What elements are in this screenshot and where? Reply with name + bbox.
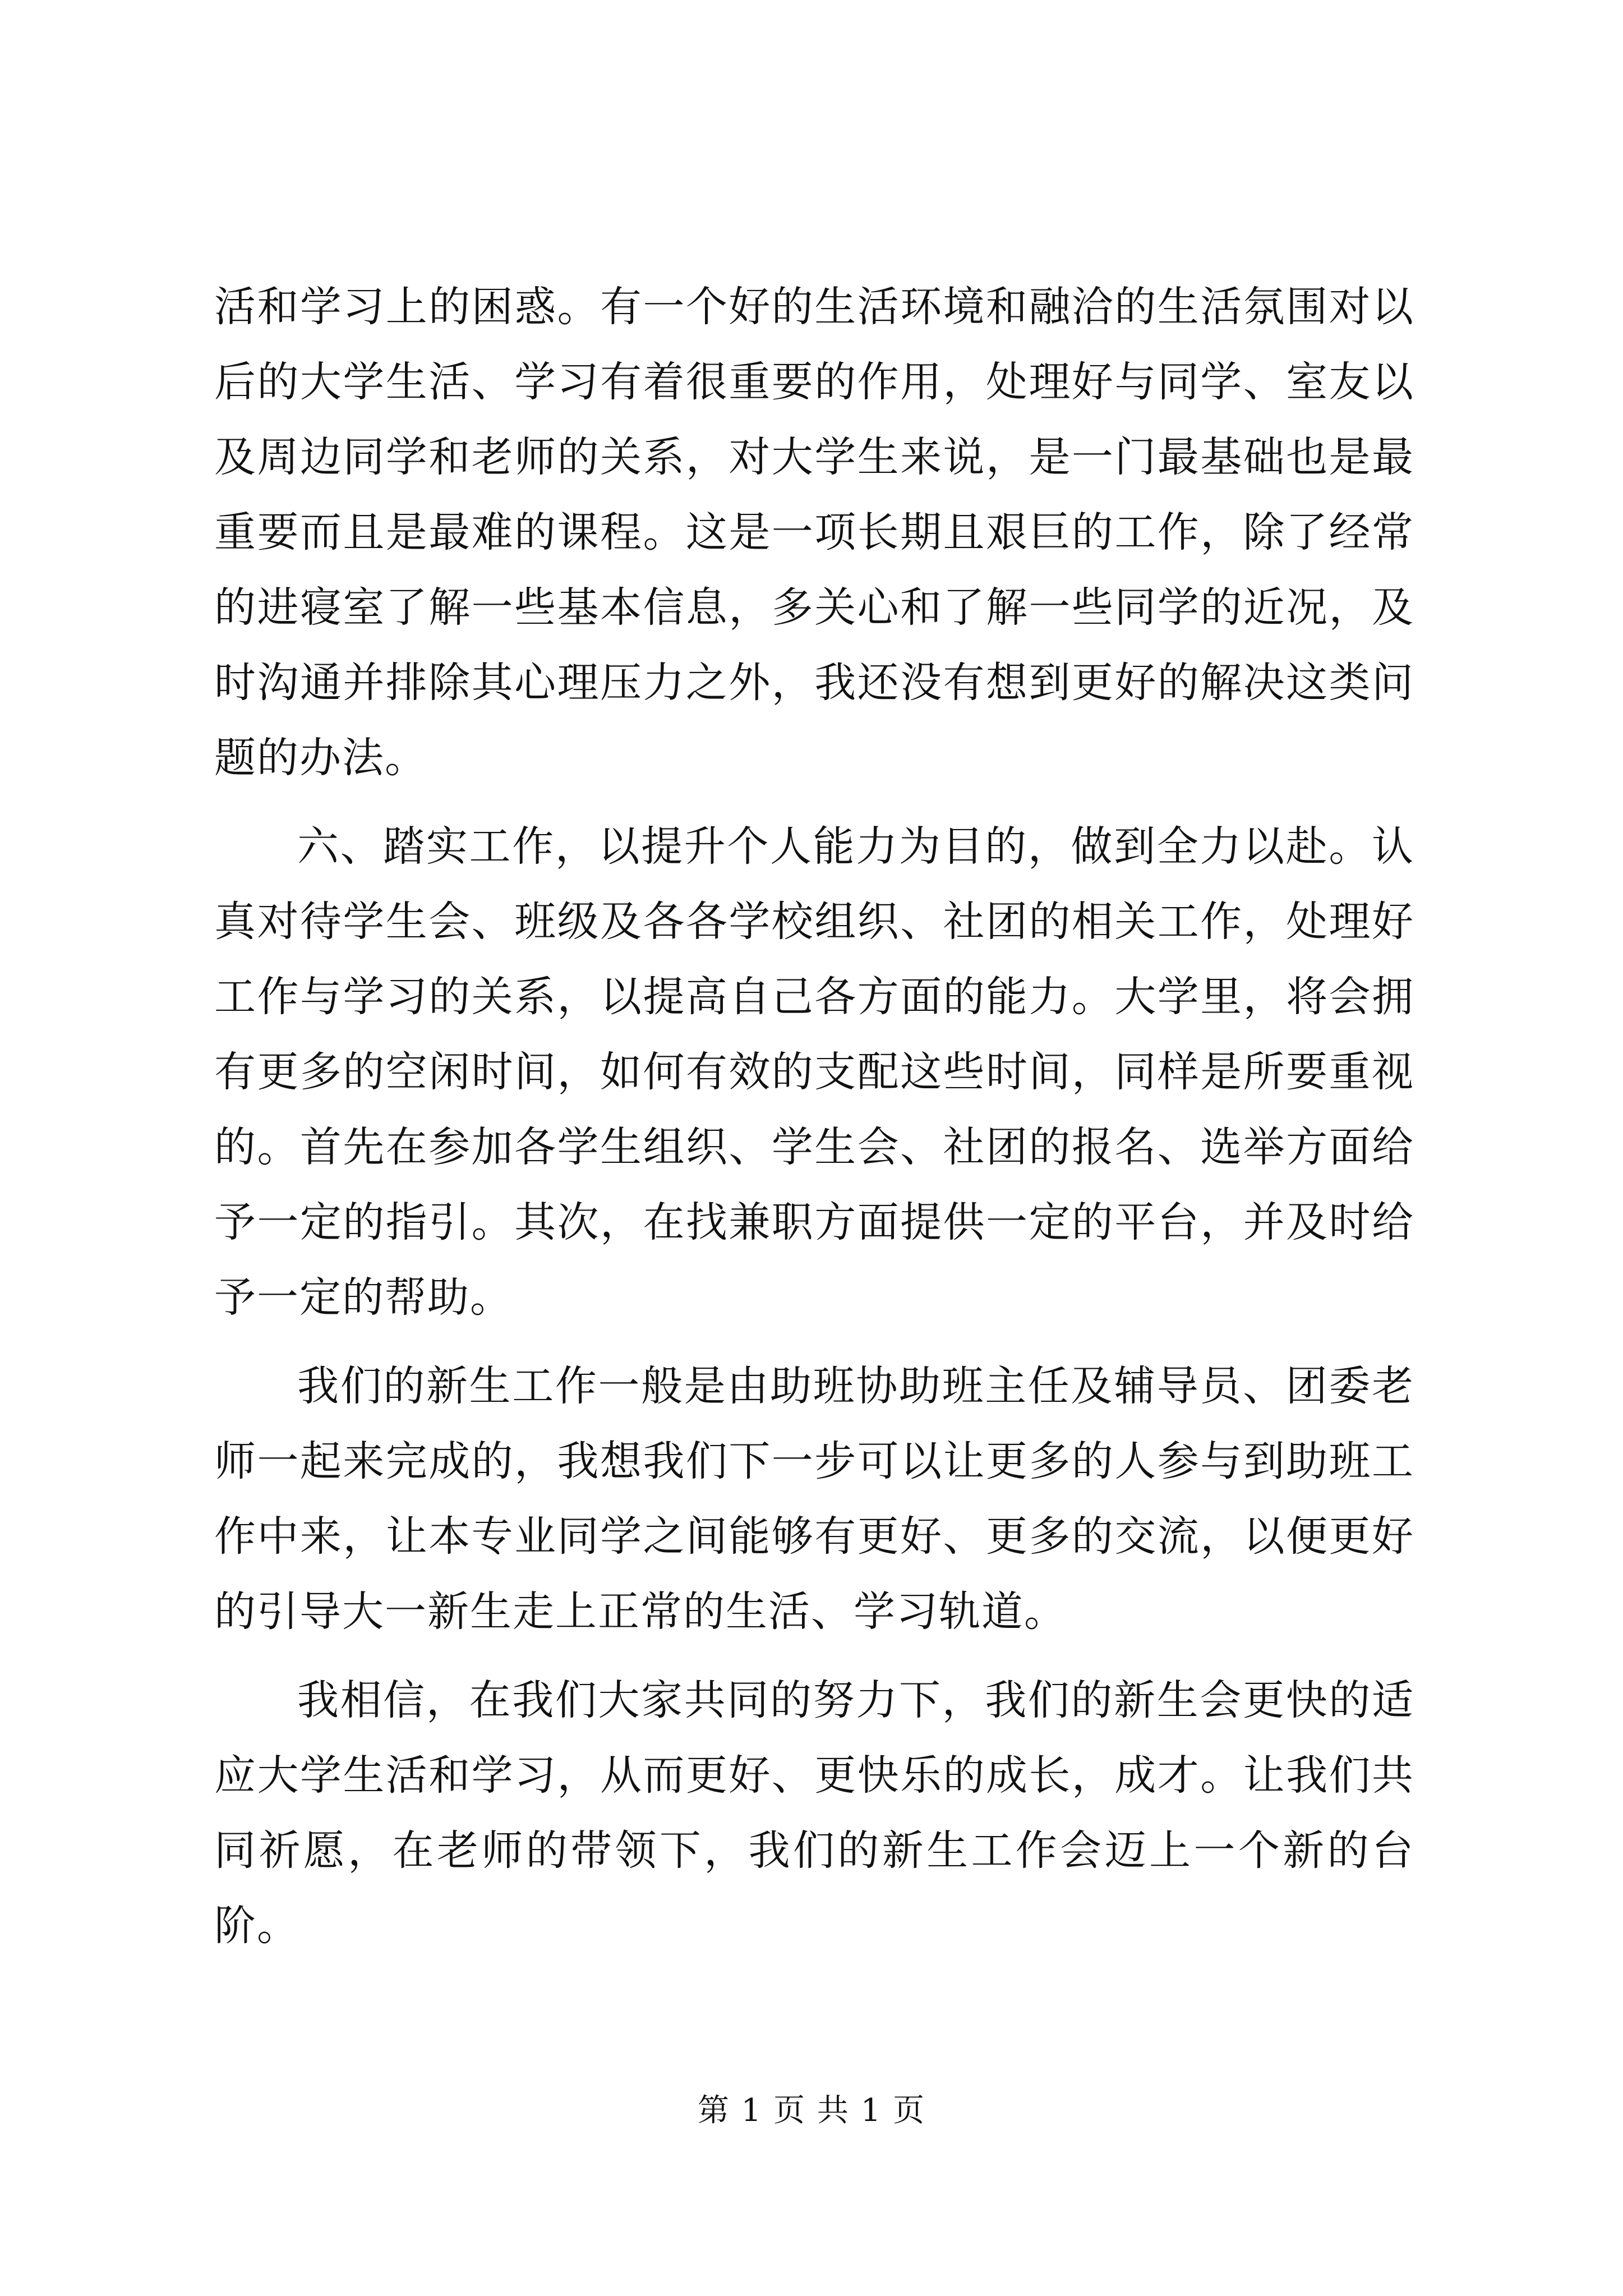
paragraph-conclusion: 我相信，在我们大家共同的努力下，我们的新生会更快的适应大学生活和学习，从而更好、更快乐的成长，成才。让我们共同祈愿，在老师的带领下，我们的新生工作会迈上一个新的台阶。 [214,1676,1414,1950]
document-body [214,269,1414,1963]
paragraph-continuation: 活和学习上的困惑。有一个好的生活环境和融洽的生活氛围对以后的大学生活、学习有着很重要的作用，处理好与同学、室友以及周边同学和老师的关系，对大学生来说，是一门最基础也是最重要而且是最难的课程。这是一项长期且艰巨的工作，除了经常的进寝室了解一些基本信息，多关心和了解一些同学的近况，及时沟通并排除其心理压力之外，我还没有想到更好的解决这类问题的办法。 [214,283,1414,782]
paragraph-section-six: 六、踏实工作，以提升个人能力为目的，做到全力以赴。认真对待学生会、班级及各各学校组织、社团的相关工作，处理好工作与学习的关系，以提高自己各方面的能力。大学里，将会拥有更多的空闲时间，如何有效的支配这些时间，同样是所要重视的。首先在参加各学生组织、学生会、社团的报名、选举方面给予一定的指引。其次，在找兼职方面提供一定的平台，并及时给予一定的帮助。 [214,822,1414,1322]
paragraph-freshman-work: 我们的新生工作一般是由助班协助班主任及辅导员、团委老师一起来完成的，我想我们下一步可以让更多的人参与到助班工作中来，让本专业同学之间能够有更好、更多的交流，以便更好的引导大一新生走上正常的生活、学习轨道。 [214,1362,1414,1636]
paragraph-gap [214,1649,1414,1663]
page-footer: 第 1 页 共 1 页 [697,2092,926,2129]
paragraph-gap [214,795,1414,809]
paragraph-gap [214,1335,1414,1349]
